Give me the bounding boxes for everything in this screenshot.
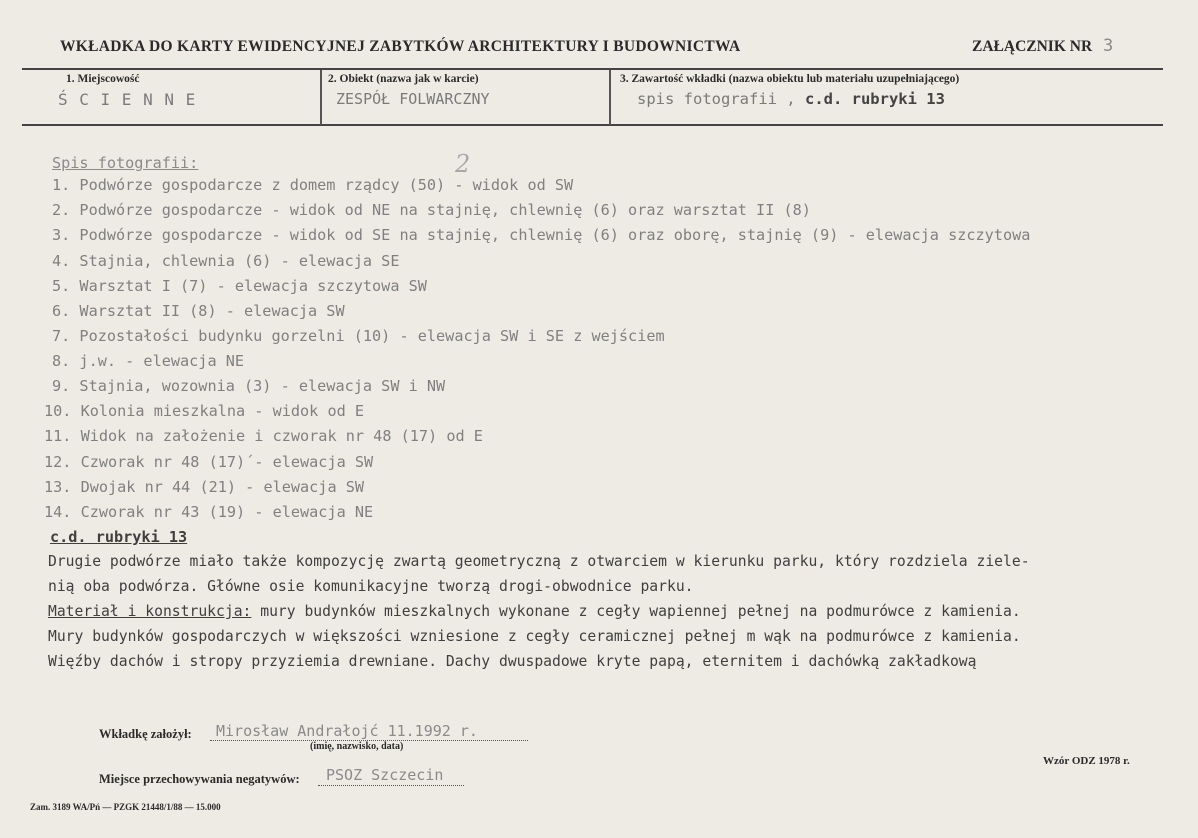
content-value <box>637 90 945 108</box>
negatives-label: Miejsce przechowywania negatywów: <box>99 772 300 786</box>
photo-item: 4. Stajnia, chlewnia (6) - elewacja SE <box>52 252 400 270</box>
photo-item: 1. Podwórze gospodarcze z domem rządcy (50) - widok od SW <box>52 176 574 194</box>
photo-item: 9. Stajnia, wozownia (3) - elewacja SW i NW <box>52 377 446 395</box>
field-divider-1 <box>320 70 322 125</box>
photo-item: 5. Warsztat I (7) - elewacja szczytowa SW <box>52 277 427 295</box>
photo-item: 10. Kolonia mieszkalna - widok od E <box>44 402 365 420</box>
content-value-part-a: spis fotografii , <box>637 90 796 108</box>
form-title: WKŁADKA DO KARTY EWIDENCYJNEJ ZABYTKÓW ARCHITEKTURY I BUDOWNICTWA <box>60 38 741 55</box>
print-order: Zam. 3189 WA/Pń — PZGK 21448/1/88 — 15.000 <box>30 802 221 812</box>
created-by-hint: (imię, nazwisko, data) <box>310 741 404 752</box>
material-label: Materiał i konstrukcja: <box>48 603 252 620</box>
locality-label: 1. Miejscowość <box>66 73 140 85</box>
photos-heading: Spis fotografii: <box>52 154 199 172</box>
object-label: 2. Obiekt (nazwa jak w karcie) <box>328 73 479 85</box>
form-template: Wzór ODZ 1978 r. <box>1043 755 1130 767</box>
content-label: 3. Zawartość wkładki (nazwa obiektu lub materiału uzupełniającego) <box>620 73 960 85</box>
negatives-value: PSOZ Szczecin <box>326 766 444 784</box>
photo-item: 12. Czworak nr 48 (17)´- elewacja SW <box>44 453 374 471</box>
object-value: ZESPÓŁ FOLWARCZNY <box>336 90 490 108</box>
cd-heading: c.d. rubryki 13 <box>50 528 188 546</box>
photo-item: 2. Podwórze gospodarcze - widok od NE na stajnię, chlewnię (6) oraz warsztat II (8) <box>52 201 811 219</box>
attachment-label: ZAŁĄCZNIK NR <box>972 38 1093 55</box>
cd-line-2: nią oba podwórza. Główne osie komunikacyjne tworzą drogi-obwodnice parku. <box>48 578 694 595</box>
photo-item: 6. Warsztat II (8) - elewacja SW <box>52 302 345 320</box>
photo-item: 13. Dwojak nr 44 (21) - elewacja SW <box>44 478 365 496</box>
created-by-value: Mirosław Andrałojć 11.1992 r. <box>216 722 478 740</box>
photo-item: 3. Podwórze gospodarcze - widok od SE na stajnię, chlewnię (6) oraz oborę, stajnię (9) - elewacja szczytowa <box>52 226 1031 244</box>
handwritten-mark: 2 <box>455 150 471 178</box>
cd-line-1: Drugie podwórze miało także kompozycję zwartą geometryczną z otwarciem w kierunku parku, który rozdziela ziele- <box>48 553 1030 570</box>
material-text: mury budynków mieszkalnych wykonane z cegły wapiennej pełnej na podmurówce z kamienia. <box>251 603 1021 620</box>
cd-line-3 <box>48 603 1021 620</box>
photo-item: 7. Pozostałości budynku gorzelni (10) - elewacja SW i SE z wejściem <box>52 327 665 345</box>
photo-item: 8. j.w. - elewacja NE <box>52 352 245 370</box>
negatives-line <box>318 785 464 786</box>
header-rule-bottom <box>22 124 1163 126</box>
cd-line-5: Więźby dachów i stropy przyziemia drewniane. Dachy dwuspadowe kryte papą, eternitem i dachówką zakładkową <box>48 653 977 670</box>
content-value-part-b: c.d. rubryki 13 <box>804 90 945 108</box>
field-divider-2 <box>609 70 611 125</box>
attachment-number: 3 <box>1103 36 1114 56</box>
header-rule-top <box>22 68 1163 70</box>
created-by-label: Wkładkę założył: <box>99 727 192 741</box>
locality-value: Ś C I E N N E <box>58 90 197 109</box>
cd-line-4: Mury budynków gospodarczych w większości wzniesione z cegły ceramicznej pełnej m wąk na podmurówce z kamienia. <box>48 628 1021 645</box>
photo-item: 14. Czworak nr 43 (19) - elewacja NE <box>44 503 374 521</box>
photo-item: 11. Widok na założenie i czworak nr 48 (17) od E <box>44 427 483 445</box>
